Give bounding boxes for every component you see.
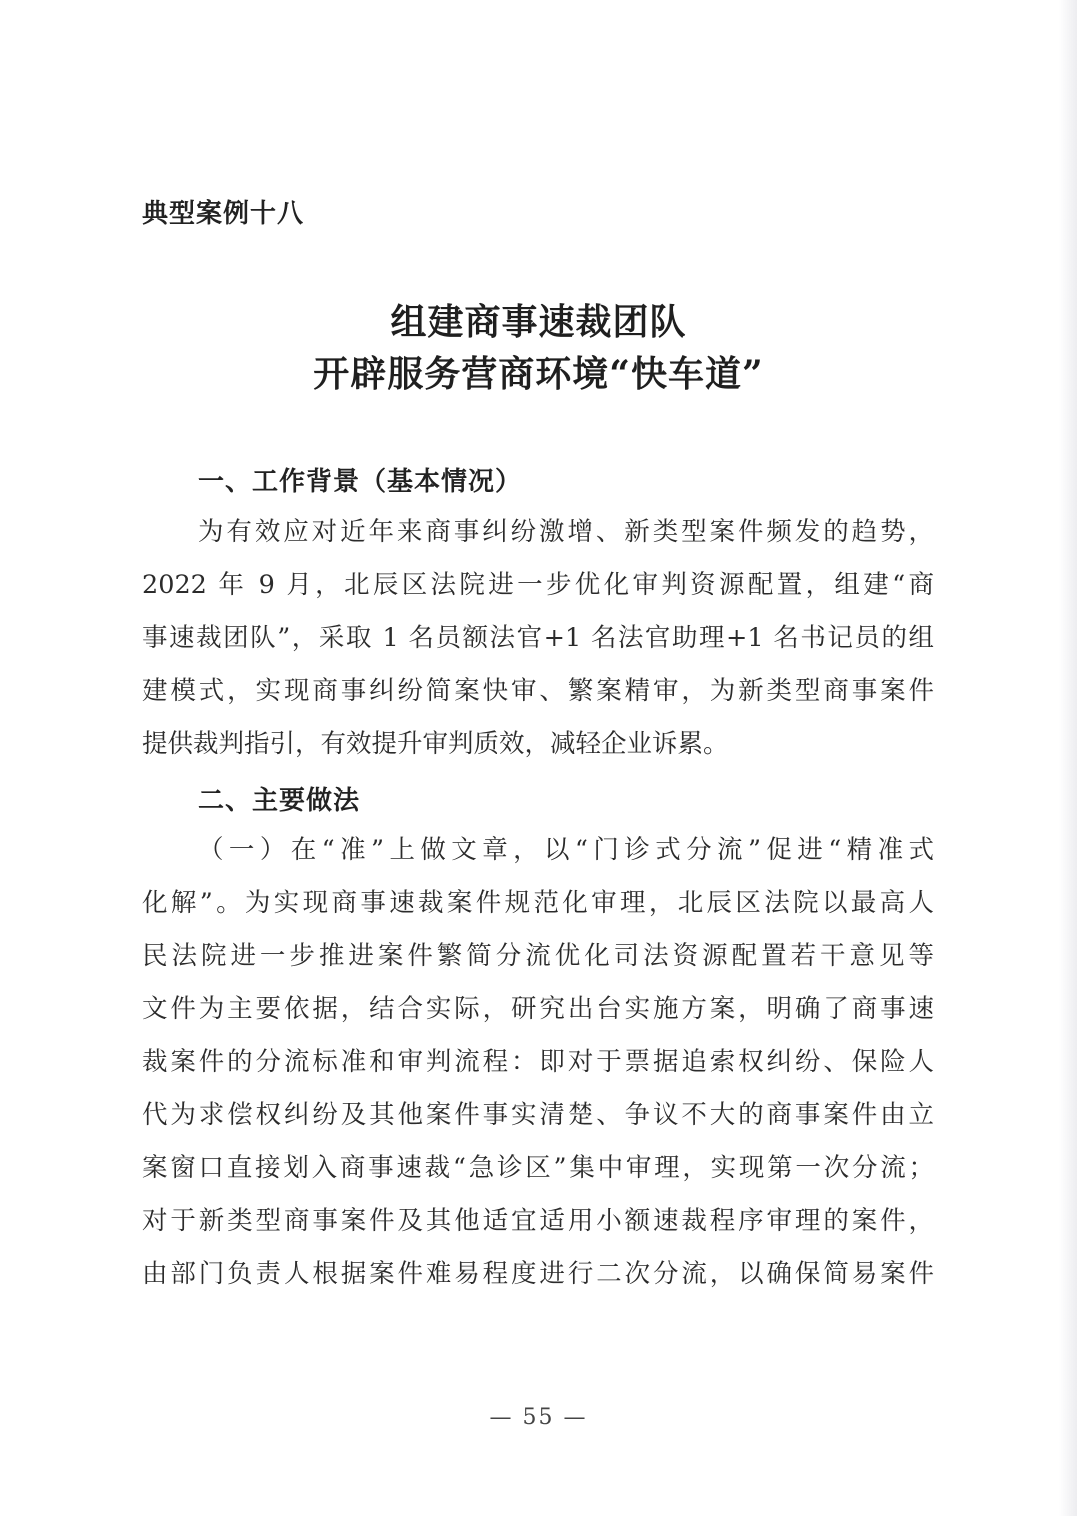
paragraph-line: 文件为主要依据，结合实际，研究出台实施方案，明确了商事速: [142, 994, 934, 1024]
paragraph-line: 为有效应对近年来商事纠纷激增、新类型案件频发的趋势，: [198, 517, 934, 547]
paragraph-line: 2022 年 9 月，北辰区法院进一步优化审判资源配置，组建“商: [142, 570, 934, 600]
title-line-1: 组建商事速裁团队: [390, 301, 687, 343]
page-edge-shadow: [1059, 0, 1077, 1516]
paragraph-line: 代为求偿权纠纷及其他案件事实清楚、争议不大的商事案件由立: [142, 1100, 934, 1130]
section-heading-main-practices: 二、主要做法: [198, 786, 361, 816]
page-number: — 55 —: [489, 1405, 588, 1430]
paragraph-line: 事速裁团队”，采取 1 名员额法官+1 名法官助理+1 名书记员的组: [142, 623, 934, 653]
title-line-2: 开辟服务营商环境“快车道”: [313, 353, 764, 395]
section-heading-background: 一、工作背景（基本情况）: [198, 467, 523, 497]
paragraph-line: 裁案件的分流标准和审判流程：即对于票据追索权纠纷、保险人: [142, 1047, 934, 1077]
paragraph-line: 提供裁判指引，有效提升审判质效，减轻企业诉累。: [142, 729, 729, 759]
paragraph-line: 民法院进一步推进案件繁简分流优化司法资源配置若干意见等: [142, 941, 934, 971]
paragraph-line: 案窗口直接划入商事速裁“急诊区”集中审理，实现第一次分流；: [142, 1153, 934, 1183]
paragraph-line: 化解”。为实现商事速裁案件规范化审理，北辰区法院以最高人: [142, 888, 934, 918]
paragraph-line: 由部门负责人根据案件难易程度进行二次分流，以确保简易案件: [142, 1259, 934, 1289]
paragraph-line: 对于新类型商事案件及其他适宜适用小额速裁程序审理的案件，: [142, 1206, 934, 1236]
paragraph-line: （一）在“准”上做文章，以“门诊式分流”促进“精准式: [198, 835, 934, 865]
case-label: 典型案例十八: [142, 199, 305, 229]
paragraph-line: 建模式，实现商事纠纷简案快审、繁案精审，为新类型商事案件: [142, 676, 934, 706]
